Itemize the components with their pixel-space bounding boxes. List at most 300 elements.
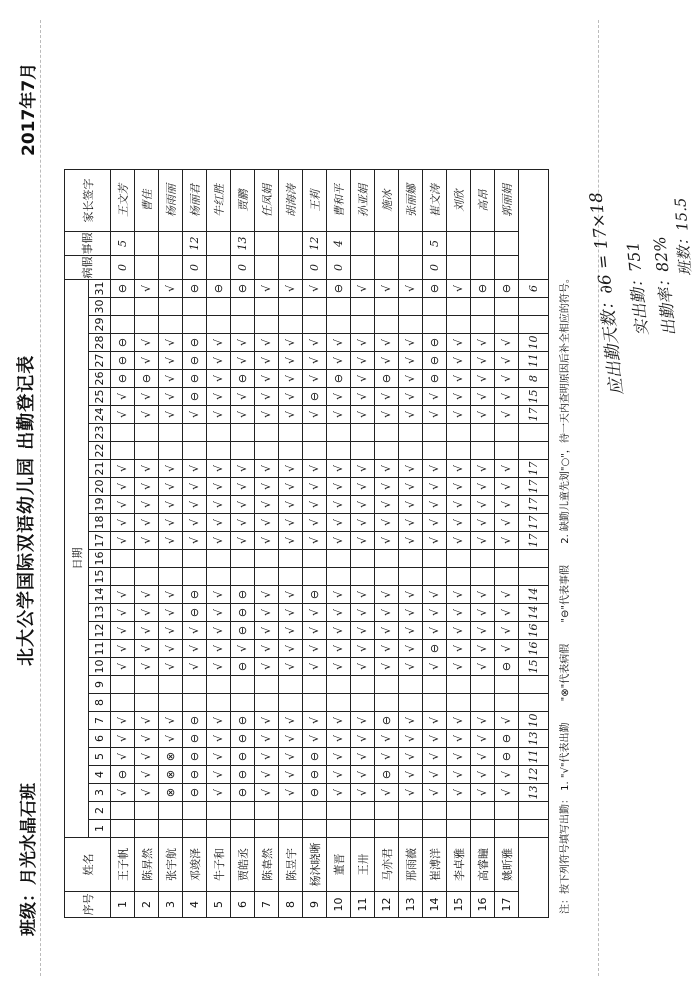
attendance-mark <box>471 676 495 694</box>
attendance-mark <box>207 802 231 820</box>
table-row <box>207 170 231 918</box>
attendance-mark: ⊖ <box>231 370 255 388</box>
day-header: 19 <box>89 496 111 514</box>
attendance-mark <box>135 298 159 316</box>
seq-cell: 17 <box>495 892 519 918</box>
attendance-mark: √ <box>207 712 231 730</box>
attendance-mark: √ <box>351 604 375 622</box>
attendance-mark <box>183 442 207 460</box>
attendance-mark: √ <box>231 496 255 514</box>
attendance-mark: √ <box>495 370 519 388</box>
daily-total: 16 <box>519 622 549 640</box>
name-cell: 王子帆 <box>111 838 135 892</box>
attendance-mark: √ <box>159 622 183 640</box>
day-header: 1 <box>89 820 111 838</box>
seq-cell: 15 <box>447 892 471 918</box>
attendance-mark: √ <box>279 496 303 514</box>
name-cell: 董晋 <box>327 838 351 892</box>
attendance-mark: √ <box>495 460 519 478</box>
attendance-mark <box>423 550 447 568</box>
attendance-mark <box>399 550 423 568</box>
attendance-mark: ⊖ <box>183 766 207 784</box>
personal-count <box>351 232 375 256</box>
attendance-mark: √ <box>255 496 279 514</box>
attendance-mark: √ <box>135 406 159 424</box>
attendance-mark: ⊖ <box>231 622 255 640</box>
attendance-mark: √ <box>375 334 399 352</box>
attendance-mark: √ <box>183 460 207 478</box>
table-row <box>183 170 207 918</box>
attendance-mark: √ <box>471 352 495 370</box>
day-header: 17 <box>89 532 111 550</box>
attendance-mark: √ <box>159 370 183 388</box>
attendance-mark: ⊖ <box>303 586 327 604</box>
day-header: 11 <box>89 640 111 658</box>
attendance-mark: √ <box>375 748 399 766</box>
attendance-mark: ⊖ <box>111 352 135 370</box>
attendance-mark <box>183 676 207 694</box>
attendance-mark: √ <box>207 352 231 370</box>
attendance-mark: √ <box>111 658 135 676</box>
attendance-mark: √ <box>495 640 519 658</box>
attendance-mark: √ <box>159 712 183 730</box>
attendance-mark <box>207 298 231 316</box>
attendance-mark <box>183 550 207 568</box>
attendance-mark: √ <box>255 478 279 496</box>
day-header: 12 <box>89 622 111 640</box>
attendance-mark: √ <box>279 460 303 478</box>
attendance-mark: √ <box>399 514 423 532</box>
attendance-mark: √ <box>423 586 447 604</box>
attendance-mark: √ <box>135 712 159 730</box>
attendance-mark <box>231 694 255 712</box>
attendance-mark: √ <box>375 406 399 424</box>
personal-count: 12 <box>303 232 327 256</box>
day-header: 30 <box>89 298 111 316</box>
attendance-mark: √ <box>375 532 399 550</box>
daily-total <box>519 802 549 820</box>
attendance-mark: √ <box>447 334 471 352</box>
attendance-mark: √ <box>231 406 255 424</box>
day-header: 31 <box>89 280 111 298</box>
parent-signature: 任凤娟 <box>255 170 279 232</box>
table-row <box>279 170 303 918</box>
attendance-mark: √ <box>303 406 327 424</box>
attendance-mark: √ <box>159 406 183 424</box>
attendance-mark: √ <box>207 604 231 622</box>
attendance-mark: √ <box>255 766 279 784</box>
attendance-mark <box>111 568 135 586</box>
attendance-mark <box>303 676 327 694</box>
attendance-mark: √ <box>351 514 375 532</box>
attendance-mark: √ <box>159 730 183 748</box>
attendance-mark <box>303 802 327 820</box>
day-header: 21 <box>89 460 111 478</box>
attendance-mark <box>303 568 327 586</box>
table-row <box>255 170 279 918</box>
attendance-mark: √ <box>231 478 255 496</box>
attendance-mark: √ <box>327 478 351 496</box>
attendance-mark: ⊗ <box>159 766 183 784</box>
attendance-mark <box>255 424 279 442</box>
name-cell: 邓竣泽 <box>183 838 207 892</box>
sick-header: 病假 <box>65 256 111 280</box>
attendance-mark: √ <box>207 460 231 478</box>
attendance-mark: √ <box>327 712 351 730</box>
attendance-mark: √ <box>399 712 423 730</box>
attendance-mark: √ <box>495 334 519 352</box>
attendance-mark: √ <box>111 640 135 658</box>
attendance-mark: √ <box>207 640 231 658</box>
seq-cell: 14 <box>423 892 447 918</box>
seq-cell: 4 <box>183 892 207 918</box>
attendance-mark: √ <box>327 496 351 514</box>
attendance-mark: √ <box>135 586 159 604</box>
attendance-mark: √ <box>279 406 303 424</box>
attendance-mark: √ <box>423 478 447 496</box>
attendance-mark: ⊖ <box>183 280 207 298</box>
attendance-mark: √ <box>231 334 255 352</box>
attendance-mark: √ <box>159 496 183 514</box>
attendance-table <box>64 169 549 918</box>
seq-cell: 6 <box>231 892 255 918</box>
attendance-mark: √ <box>351 622 375 640</box>
attendance-mark: √ <box>327 334 351 352</box>
sick-count <box>135 256 159 280</box>
attendance-mark: √ <box>399 406 423 424</box>
attendance-mark: √ <box>447 370 471 388</box>
attendance-mark: √ <box>303 604 327 622</box>
parent-signature: 高昂 <box>471 170 495 232</box>
attendance-mark <box>303 550 327 568</box>
year-month: 2017年7月 <box>19 62 39 156</box>
attendance-mark <box>183 298 207 316</box>
attendance-mark: ⊖ <box>183 586 207 604</box>
attendance-mark: √ <box>471 496 495 514</box>
attendance-mark: √ <box>231 532 255 550</box>
attendance-mark <box>495 802 519 820</box>
attendance-mark <box>279 820 303 838</box>
attendance-mark: √ <box>255 712 279 730</box>
attendance-mark: √ <box>495 604 519 622</box>
attendance-mark: √ <box>135 460 159 478</box>
attendance-mark: ⊖ <box>183 712 207 730</box>
attendance-mark: √ <box>399 478 423 496</box>
attendance-mark: √ <box>111 478 135 496</box>
class-label: 班级：月光水晶石班 <box>19 783 39 936</box>
attendance-mark: √ <box>399 352 423 370</box>
day-header: 13 <box>89 604 111 622</box>
day-header: 2 <box>89 802 111 820</box>
name-cell: 陈昇然 <box>135 838 159 892</box>
attendance-mark: ⊖ <box>183 334 207 352</box>
sick-count: 0 <box>423 256 447 280</box>
attendance-mark <box>351 676 375 694</box>
attendance-mark: √ <box>303 730 327 748</box>
attendance-mark <box>495 676 519 694</box>
table-row <box>471 170 495 918</box>
attendance-mark: √ <box>447 730 471 748</box>
personal-count <box>135 232 159 256</box>
name-cell: 杨沐晓晰 <box>303 838 327 892</box>
attendance-mark: √ <box>159 460 183 478</box>
attendance-mark: √ <box>207 496 231 514</box>
attendance-mark: √ <box>423 622 447 640</box>
sick-count <box>447 256 471 280</box>
attendance-mark: √ <box>495 766 519 784</box>
note-check: 1. "√"代表出勤 <box>560 722 571 791</box>
attendance-mark <box>255 820 279 838</box>
attendance-mark: √ <box>423 604 447 622</box>
sick-count <box>279 256 303 280</box>
attendance-mark: √ <box>351 712 375 730</box>
seq-cell: 13 <box>399 892 423 918</box>
attendance-mark: ⊖ <box>495 658 519 676</box>
attendance-mark: √ <box>255 388 279 406</box>
attendance-mark: ⊖ <box>135 370 159 388</box>
attendance-mark <box>183 424 207 442</box>
parent-signature: 刘欣 <box>447 170 471 232</box>
attendance-mark <box>231 820 255 838</box>
name-cell: 陈韋然 <box>255 838 279 892</box>
attendance-mark: √ <box>399 334 423 352</box>
attendance-mark: √ <box>303 658 327 676</box>
attendance-mark: ⊖ <box>423 352 447 370</box>
table-row <box>447 170 471 918</box>
personal-count <box>207 232 231 256</box>
daily-total <box>519 550 549 568</box>
attendance-mark: √ <box>399 280 423 298</box>
attendance-mark: √ <box>375 496 399 514</box>
attendance-mark <box>255 676 279 694</box>
daily-total <box>519 820 549 838</box>
attendance-mark: √ <box>423 406 447 424</box>
attendance-mark <box>207 820 231 838</box>
attendance-mark: √ <box>471 748 495 766</box>
attendance-mark: ⊖ <box>183 388 207 406</box>
attendance-mark: √ <box>351 640 375 658</box>
attendance-mark: √ <box>279 784 303 802</box>
seq-cell: 3 <box>159 892 183 918</box>
name-cell: 牛子和 <box>207 838 231 892</box>
attendance-mark <box>423 676 447 694</box>
attendance-mark: ⊖ <box>231 766 255 784</box>
attendance-mark: √ <box>207 622 231 640</box>
daily-total: 10 <box>519 712 549 730</box>
attendance-mark: √ <box>351 766 375 784</box>
attendance-mark: ⊖ <box>111 334 135 352</box>
attendance-mark <box>135 694 159 712</box>
attendance-mark <box>327 802 351 820</box>
attendance-mark <box>375 298 399 316</box>
attendance-mark: √ <box>351 334 375 352</box>
attendance-mark <box>351 316 375 334</box>
attendance-mark: ⊖ <box>495 730 519 748</box>
sick-count: 0 <box>183 256 207 280</box>
attendance-mark: √ <box>303 280 327 298</box>
daily-total <box>519 316 549 334</box>
attendance-mark <box>207 442 231 460</box>
parent-signature: 胡海涛 <box>279 170 303 232</box>
name-cell: 张宇航 <box>159 838 183 892</box>
attendance-mark: √ <box>279 640 303 658</box>
daily-total: 12 <box>519 766 549 784</box>
attendance-mark <box>471 298 495 316</box>
attendance-mark <box>135 820 159 838</box>
attendance-mark: √ <box>231 514 255 532</box>
attendance-mark: ⊖ <box>231 658 255 676</box>
attendance-mark <box>471 442 495 460</box>
scan-line <box>598 20 599 976</box>
attendance-mark: √ <box>399 640 423 658</box>
hw-class-count: 班数：15.5 <box>671 197 695 277</box>
attendance-mark: √ <box>495 712 519 730</box>
attendance-mark: √ <box>375 460 399 478</box>
daily-total <box>519 442 549 460</box>
attendance-mark: √ <box>447 712 471 730</box>
attendance-mark <box>495 424 519 442</box>
day-header: 27 <box>89 352 111 370</box>
attendance-mark <box>231 550 255 568</box>
attendance-mark: ⊖ <box>471 280 495 298</box>
personal-count <box>447 232 471 256</box>
day-header: 20 <box>89 478 111 496</box>
attendance-mark <box>351 694 375 712</box>
attendance-mark: √ <box>255 748 279 766</box>
day-header: 26 <box>89 370 111 388</box>
day-header: 4 <box>89 766 111 784</box>
attendance-mark: √ <box>207 784 231 802</box>
attendance-mark: √ <box>351 730 375 748</box>
attendance-mark: √ <box>183 622 207 640</box>
attendance-mark: ⊖ <box>111 766 135 784</box>
attendance-mark: ⊖ <box>495 280 519 298</box>
attendance-mark: √ <box>183 532 207 550</box>
attendance-mark <box>495 298 519 316</box>
attendance-mark: √ <box>471 658 495 676</box>
attendance-mark: √ <box>447 658 471 676</box>
attendance-mark <box>207 316 231 334</box>
attendance-mark: √ <box>495 532 519 550</box>
attendance-mark: √ <box>135 640 159 658</box>
attendance-mark: √ <box>183 640 207 658</box>
seq-cell: 9 <box>303 892 327 918</box>
attendance-mark: √ <box>255 586 279 604</box>
attendance-mark: √ <box>303 532 327 550</box>
seq-cell: 7 <box>255 892 279 918</box>
attendance-mark <box>279 298 303 316</box>
attendance-mark: √ <box>207 748 231 766</box>
attendance-mark <box>159 550 183 568</box>
seq-cell: 2 <box>135 892 159 918</box>
attendance-mark: √ <box>423 532 447 550</box>
attendance-mark: √ <box>303 370 327 388</box>
attendance-mark: √ <box>207 478 231 496</box>
personal-count <box>279 232 303 256</box>
attendance-mark: √ <box>327 460 351 478</box>
attendance-mark: √ <box>375 604 399 622</box>
day-header: 8 <box>89 694 111 712</box>
hw-actual: 实出勤：751 <box>623 240 652 337</box>
attendance-mark: √ <box>351 406 375 424</box>
attendance-mark <box>375 550 399 568</box>
attendance-mark: √ <box>255 784 279 802</box>
attendance-mark: √ <box>135 334 159 352</box>
attendance-mark <box>327 316 351 334</box>
attendance-mark: ⊖ <box>183 352 207 370</box>
attendance-mark <box>327 820 351 838</box>
attendance-mark: √ <box>207 658 231 676</box>
attendance-mark: √ <box>351 496 375 514</box>
attendance-mark: ⊗ <box>159 748 183 766</box>
sick-count: 0 <box>303 256 327 280</box>
attendance-mark <box>399 316 423 334</box>
attendance-mark <box>279 568 303 586</box>
attendance-mark: √ <box>375 514 399 532</box>
attendance-mark: √ <box>303 352 327 370</box>
attendance-mark: √ <box>111 730 135 748</box>
attendance-mark: √ <box>303 460 327 478</box>
attendance-mark <box>231 802 255 820</box>
attendance-mark <box>447 316 471 334</box>
attendance-mark: √ <box>471 478 495 496</box>
attendance-mark <box>327 568 351 586</box>
attendance-mark: √ <box>207 406 231 424</box>
attendance-mark: √ <box>375 352 399 370</box>
note-absent: 2. 缺勤儿童先划"○"，待一天内查明原因后补全相应的符号。 <box>560 273 571 544</box>
table-row <box>111 170 135 918</box>
seq-cell: 12 <box>375 892 399 918</box>
attendance-mark: √ <box>255 730 279 748</box>
attendance-mark: √ <box>231 640 255 658</box>
personal-count: 13 <box>231 232 255 256</box>
attendance-mark: √ <box>255 334 279 352</box>
attendance-mark: √ <box>111 586 135 604</box>
attendance-mark: √ <box>255 640 279 658</box>
attendance-mark: √ <box>327 514 351 532</box>
attendance-mark <box>159 820 183 838</box>
legend-note <box>556 273 571 914</box>
attendance-mark <box>279 424 303 442</box>
attendance-mark <box>471 802 495 820</box>
attendance-mark: √ <box>495 478 519 496</box>
attendance-mark <box>447 550 471 568</box>
attendance-mark: √ <box>471 460 495 478</box>
attendance-mark <box>327 298 351 316</box>
attendance-mark: √ <box>327 766 351 784</box>
attendance-mark: ⊖ <box>183 604 207 622</box>
hw-expected-days: 应出勤天数：∂6 = 17×18 <box>586 191 628 397</box>
attendance-mark: √ <box>423 766 447 784</box>
attendance-mark <box>495 550 519 568</box>
attendance-mark <box>375 568 399 586</box>
attendance-mark <box>471 550 495 568</box>
attendance-mark: √ <box>471 622 495 640</box>
attendance-mark <box>399 568 423 586</box>
attendance-mark: √ <box>159 334 183 352</box>
seq-cell: 16 <box>471 892 495 918</box>
attendance-mark <box>159 298 183 316</box>
table-row <box>399 170 423 918</box>
attendance-mark: √ <box>399 460 423 478</box>
parent-signature: 牛红胜 <box>207 170 231 232</box>
attendance-mark: √ <box>111 406 135 424</box>
attendance-mark <box>159 424 183 442</box>
attendance-mark: √ <box>135 352 159 370</box>
attendance-mark <box>447 424 471 442</box>
attendance-mark: √ <box>351 784 375 802</box>
attendance-mark <box>447 442 471 460</box>
